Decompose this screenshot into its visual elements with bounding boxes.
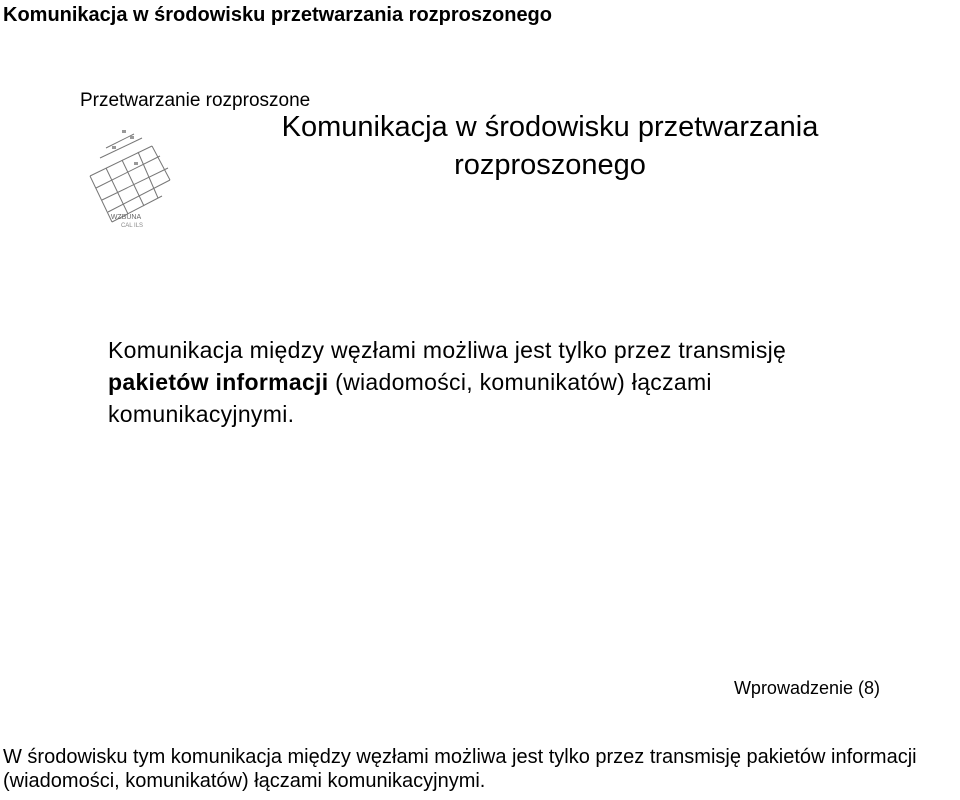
- slide-section-label: Przetwarzanie rozproszone: [80, 90, 311, 111]
- page-heading: Komunikacja w środowisku przetwarzania rozproszonego: [3, 4, 552, 26]
- slide-image: [60, 80, 900, 720]
- slide-body-text-1: Komunikacja między węzłami możliwa jest tylko przez transmisję: [108, 337, 787, 363]
- slide-body-bold: pakietów informacji: [108, 369, 329, 395]
- slide-title: Komunikacja w środowisku przetwarzania rozproszonego: [281, 111, 819, 181]
- slide-footer: Wprowadzenie (8): [733, 678, 880, 698]
- slide-body: [108, 334, 868, 430]
- grid-logo-icon: [82, 118, 172, 228]
- logo-text-2: CAL ILS: [120, 223, 144, 228]
- slide-body-text-2: (wiadomości, komunikatów) łączami komunikacyjnymi.: [108, 369, 712, 427]
- caption-text: W środowisku tym komunikacja między węzłami możliwa jest tylko przez transmisję pakietów informacji (wiadomości, komunikatów) łączami komunikacyjnymi.: [3, 746, 917, 792]
- logo-text-1: WZBUNA: [110, 214, 142, 221]
